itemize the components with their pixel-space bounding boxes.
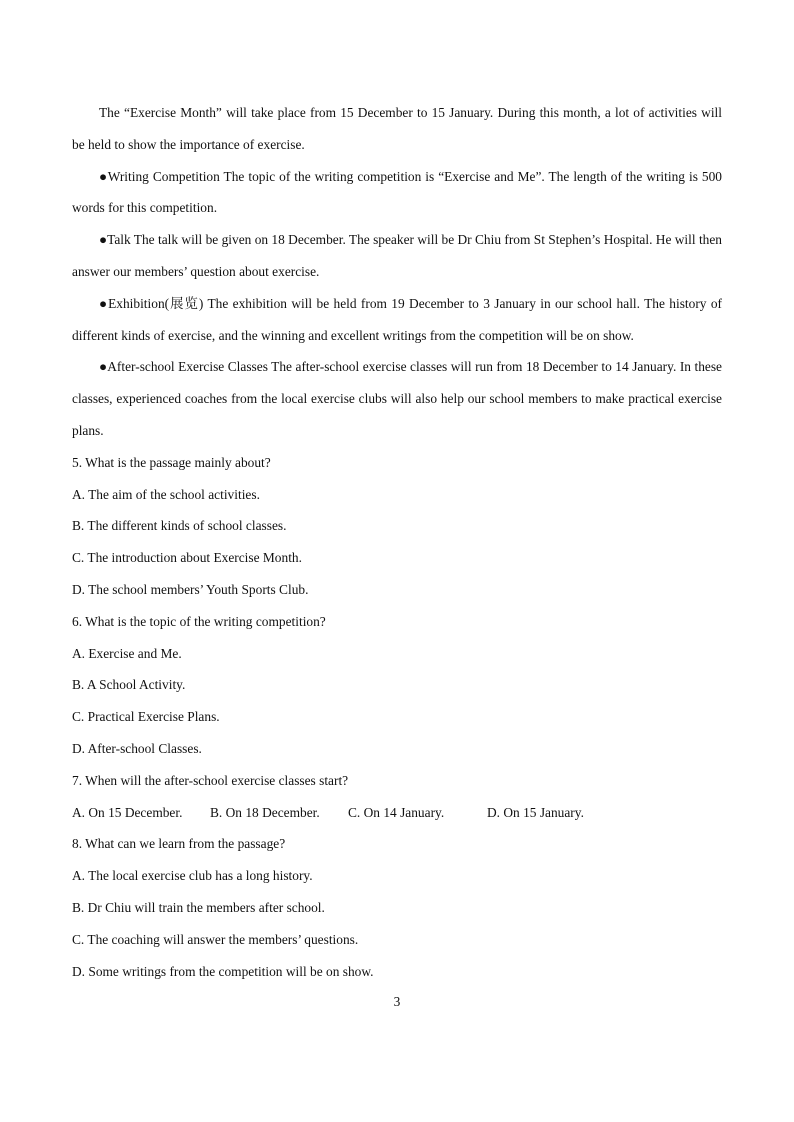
option-a: A. Exercise and Me.	[72, 645, 182, 661]
option-b: B. The different kinds of school classes.	[72, 518, 287, 534]
option-a: A. The local exercise club has a long history.	[72, 868, 313, 884]
option-c: C. The introduction about Exercise Month.	[72, 550, 302, 566]
question-5	[72, 447, 722, 606]
question-7	[72, 765, 722, 829]
document-page	[72, 97, 722, 987]
question-stem: 6. What is the topic of the writing competition?	[72, 613, 326, 629]
option-d: D. After-school Classes.	[72, 740, 202, 756]
option-c: C. Practical Exercise Plans.	[72, 709, 220, 725]
question-stem: 7. When will the after-school exercise classes start?	[72, 772, 349, 788]
option-b: B. Dr Chiu will train the members after school.	[72, 899, 325, 915]
options-row	[72, 797, 722, 829]
option-b: B. A School Activity.	[72, 677, 186, 693]
question-stem: 8. What can we learn from the passage?	[72, 836, 286, 852]
option-a: A. On 15 December.	[72, 804, 183, 820]
passage-intro: The “Exercise Month” will take place from 15 December to 15 January. During this month, a lot of activities will be held to show the importance of exercise.	[72, 105, 722, 152]
option-d: D. Some writings from the competition will be on show.	[72, 963, 374, 979]
passage-writing-competition: ●Writing Competition The topic of the writing competition is “Exercise and Me”. The length of the writing is 500 words for this competition.	[72, 168, 722, 216]
passage-talk: ●Talk The talk will be given on 18 December. The speaker will be Dr Chiu from St Stephen’s Hospital. He will then answer our members’ question about exercise.	[72, 232, 722, 279]
option-d: D. On 15 January.	[487, 804, 584, 820]
option-c: C. The coaching will answer the members’ questions.	[72, 931, 359, 947]
question-6	[72, 606, 722, 765]
option-b: B. On 18 December.	[210, 804, 320, 820]
passage-exhibition: ●Exhibition(展览) The exhibition will be held from 19 December to 3 January in our school hall. The history of different kinds of exercise, and the winning and excellent writings from the competition will be on show.	[72, 295, 722, 343]
page-number: 3	[393, 994, 401, 1009]
option-a: A. The aim of the school activities.	[72, 486, 260, 502]
question-8	[72, 828, 722, 987]
option-d: D. The school members’ Youth Sports Club.	[72, 581, 309, 597]
question-stem: 5. What is the passage mainly about?	[72, 454, 271, 470]
passage-classes: ●After-school Exercise Classes The after-school exercise classes will run from 18 December to 14 January. In these classes, experienced coaches from the local exercise clubs will also help our school members to make practical exercise plans.	[72, 359, 722, 438]
option-c: C. On 14 January.	[348, 804, 445, 820]
